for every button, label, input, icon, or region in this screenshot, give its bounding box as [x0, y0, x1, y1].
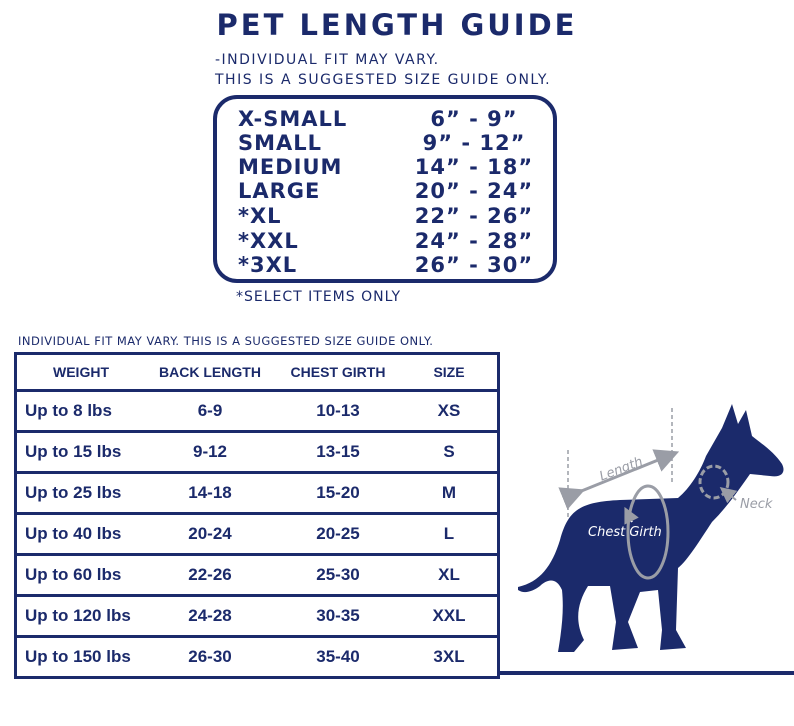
- size-range: 24” - 28”: [414, 229, 534, 253]
- header-weight: WEIGHT: [16, 354, 146, 391]
- weight-cell: Up to 60 lbs: [16, 555, 146, 596]
- size-name: X-SMALL: [238, 107, 348, 131]
- weight-cell: Up to 25 lbs: [16, 473, 146, 514]
- ground-line: [500, 671, 794, 675]
- table-row: [16, 514, 499, 555]
- dog-measurement-diagram: [500, 390, 794, 672]
- header-back-length: BACK LENGTH: [145, 354, 275, 391]
- size-row: [238, 253, 558, 277]
- size-cell: S: [401, 432, 499, 473]
- size-cell: L: [401, 514, 499, 555]
- fit-note-line-1: -INDIVIDUAL FIT MAY VARY.: [215, 52, 440, 68]
- select-items-note: *SELECT ITEMS ONLY: [236, 289, 402, 305]
- back-length-cell: 24-28: [145, 596, 275, 637]
- back-length-cell: 22-26: [145, 555, 275, 596]
- weight-size-table: [14, 352, 500, 679]
- table-row: [16, 391, 499, 432]
- weight-cell: Up to 150 lbs: [16, 637, 146, 678]
- chest-girth-label: Chest Girth: [588, 525, 662, 540]
- back-length-cell: 26-30: [145, 637, 275, 678]
- weight-cell: Up to 8 lbs: [16, 391, 146, 432]
- size-row: [238, 131, 558, 155]
- size-name: SMALL: [238, 131, 323, 155]
- size-row: [238, 204, 558, 228]
- size-range: 22” - 26”: [414, 204, 534, 228]
- size-range: 14” - 18”: [414, 155, 534, 179]
- table-header-row: [16, 354, 499, 391]
- size-range: 6” - 9”: [430, 107, 518, 131]
- table-row: [16, 637, 499, 678]
- back-length-cell: 6-9: [145, 391, 275, 432]
- size-row: [238, 179, 558, 203]
- size-name: *3XL: [238, 253, 298, 277]
- size-name: *XXL: [238, 229, 299, 253]
- size-cell: XS: [401, 391, 499, 432]
- size-cell: XL: [401, 555, 499, 596]
- weight-cell: Up to 120 lbs: [16, 596, 146, 637]
- weight-cell: Up to 40 lbs: [16, 514, 146, 555]
- size-row: [238, 155, 558, 179]
- header-size: SIZE: [401, 354, 499, 391]
- size-cell: XXL: [401, 596, 499, 637]
- fit-note-line-2: THIS IS A SUGGESTED SIZE GUIDE ONLY.: [215, 72, 552, 88]
- size-cell: M: [401, 473, 499, 514]
- size-name: LARGE: [238, 179, 321, 203]
- back-length-cell: 9-12: [145, 432, 275, 473]
- back-length-cell: 14-18: [145, 473, 275, 514]
- table-fit-note: INDIVIDUAL FIT MAY VARY. THIS IS A SUGGESTED SIZE GUIDE ONLY.: [18, 334, 434, 348]
- size-range: 20” - 24”: [414, 179, 534, 203]
- chest-girth-cell: 10-13: [275, 391, 401, 432]
- size-cell: 3XL: [401, 637, 499, 678]
- size-range: 9” - 12”: [422, 131, 526, 155]
- page-title: PET LENGTH GUIDE: [216, 8, 578, 42]
- neck-label: Neck: [740, 497, 773, 512]
- chest-girth-cell: 20-25: [275, 514, 401, 555]
- chest-girth-cell: 13-15: [275, 432, 401, 473]
- table-row: [16, 473, 499, 514]
- header-chest-girth: CHEST GIRTH: [275, 354, 401, 391]
- chest-girth-cell: 35-40: [275, 637, 401, 678]
- table-row: [16, 555, 499, 596]
- back-length-cell: 20-24: [145, 514, 275, 555]
- size-range: 26” - 30”: [414, 253, 534, 277]
- length-label: Length: [597, 454, 645, 485]
- table-row: [16, 432, 499, 473]
- weight-cell: Up to 15 lbs: [16, 432, 146, 473]
- chest-girth-cell: 30-35: [275, 596, 401, 637]
- size-row: [238, 107, 558, 131]
- chest-girth-cell: 15-20: [275, 473, 401, 514]
- size-name: MEDIUM: [238, 155, 343, 179]
- size-row: [238, 229, 558, 253]
- size-name: *XL: [238, 204, 282, 228]
- chest-girth-cell: 25-30: [275, 555, 401, 596]
- table-row: [16, 596, 499, 637]
